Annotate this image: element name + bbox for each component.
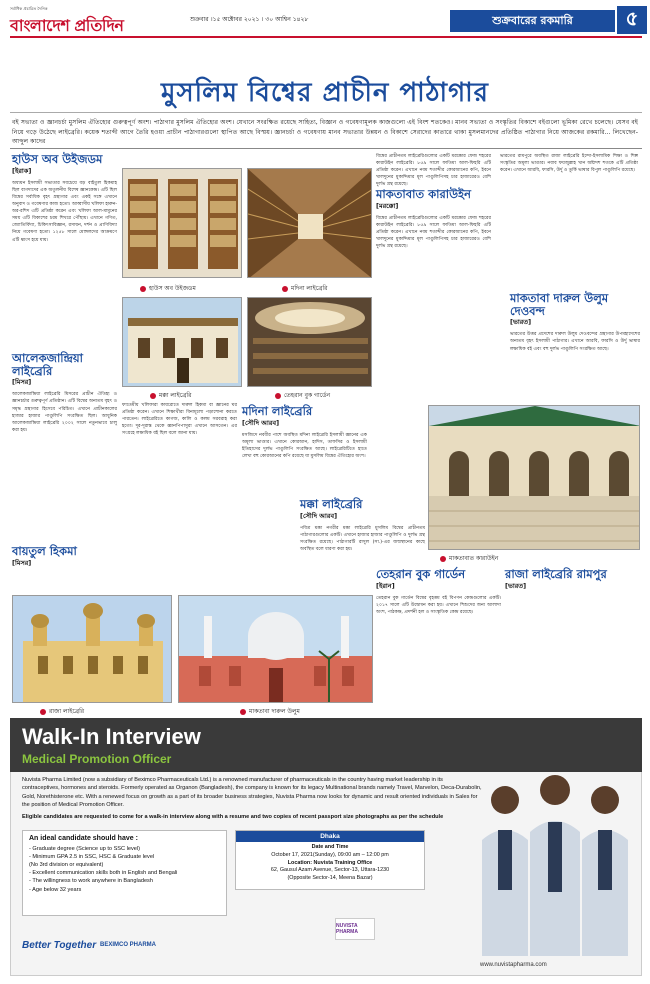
list-item: - Age below 32 years [29,886,82,893]
section-place-deoband: [ভারত] [510,318,532,327]
ad-location-label: Location: Nuvista Training Office [287,859,373,866]
section-title-rampur: রাজা লাইব্রেরি রামপুর [505,567,607,581]
intro-paragraph: বই সভ্যতা ও জ্ঞানচর্চা মুসলিম ঐতিহ্যের গুরুত্বপূর্ণ অংশ। পাঠাগার মুসলিম ঐতিহ্যের অংশ। যেখানে সংরক্ষিত রয়েছে সাহিত্য, বিজ্ঞান ও গবেষণামূলক কাজগুলো এই বিংশ শতকেও। মানব সভ্যতা ও সংস্কৃতির বিকাশে বইগুলো ভূমিকা রেখে চলেছে। যেসব বই নিয়ে গড়ে উঠেছে লাইব্রেরি। কয়েক শতাব্দী আগে তৈরি হওয়া প্রাচীন পাঠাগারগুলো স্থাপিত আছে বিস্ময়। জ্ঞানচর্চা ও গবেষণায় মানব সভ্যতার উন্নয়ন ও বিকাশে সেরাদের কাতারে থাকা মুসলমানদের প্রতিষ্ঠিত পাঠাগার নিয়ে আজকের রকমারি... লিখেছেন- আব্দুল কাদের [12,119,638,146]
caption-text: মাকতাবাত কারাউইন [449,555,499,562]
building-illustration [123,298,242,387]
ad-eligibility-note: Eligible candidates are requested to come for a walk-in interview along with a resume and two copies of recent passport size photographs as per the schedule [22,813,444,820]
ad-date-value: October 17, 2021(Sunday), 09:00 am – 12:00 pm [271,851,389,858]
photo-house-of-wisdom [122,168,242,278]
section-tehran [376,568,501,616]
section-body-makkah: পবিত্র মক্কা নগরীর মক্কা লাইব্রেরি মুসলিম বিশ্বের প্রাচীনতম পাঠাগারগুলোর একটি। এখানে হাজার হাজার পাণ্ডুলিপি ও দুর্লভ গ্রন্থ সংরক্ষিত রয়েছে। পাঠাগারটি রাসুল (সা.)-এর জন্মস্থানের কাছে অবস্থিত বলে ধারণা করা হয়। [300,525,425,552]
right-column-lead-text: ভারতের রামপুরে অবস্থিত রাজা লাইব্রেরি ইন্দো-ইসলামিক শিক্ষা ও শিল্প সংস্কৃতির অমূল্য ভাণ্ডার। নবাব ফয়জুল্লাহ খান অষ্টাদশ শতকে এটি প্রতিষ্ঠা করেন। এখানে আরবি, ফারসি, উর্দু ও তুর্কি ভাষার বিপুল পাণ্ডুলিপি রয়েছে। [500,154,638,174]
caption-marker-icon [140,286,146,292]
courtyard-illustration [429,406,640,550]
section-body-madina: মসজিদে নববীর পাশে অবস্থিত মদিনা লাইব্রেরি ইসলামী জ্ঞানের এক অমূল্য ভাণ্ডার। এখানে কোরআন, হাদিস, তাফসির ও ইসলামী ইতিহাসের দুর্লভ পাণ্ডুলিপি সংরক্ষিত আছে। লাইব্রেরিটিতে হাতে লেখা বহু কোরআনের কপি রয়েছে যা মুসলিম বিশ্বের ঐতিহ্যের অংশ। [242,432,367,459]
ad-schedule-city: Dhaka [236,831,424,842]
palace-illustration [13,596,172,703]
section-place-makkah: [সৌদি আরব] [300,511,338,520]
ad-location-note: (Opposite Sector-14, Meena Bazar) [287,875,373,882]
list-item: - Minimum GPA 2.5 in SSC, HSC & Graduate level [29,854,155,861]
section-bait-al-hikma [12,545,117,569]
ad-schedule-box [235,830,425,890]
caption-text: হাউস অব উইজডম [149,285,196,292]
middle-column-text: ফাতেমীয় খলিফারা কায়রোতে দারুল হিকমা বা জ্ঞানের ঘর প্রতিষ্ঠা করেন। এখানে শিক্ষার্থীরা বিনামূল্যে পড়াশোনা করতে পারতেন। লাইব্রেরিতে কাগজ, কালি ও কলম সরবরাহ করা হতো। দূর-দূরান্ত থেকে জ্ঞানপিপাসুরা এখানে আসতেন। এর সংগ্রহে লক্ষাধিক বই ছিল বলে জানা যায়। [122,403,237,437]
people-illustration [470,760,638,956]
masthead-brand: বাংলাদেশ প্রতিদিন [10,16,124,35]
caption-rampur [40,706,84,717]
ad-subtitle: Medical Promotion Officer [22,752,172,766]
section-place-tehran: [ইরান] [376,581,395,590]
ad-people-photo [470,760,638,956]
section-title-makkah: মক্কা লাইব্রেরি [300,497,363,511]
photo-madina-library [247,168,372,278]
masthead-divider [10,36,642,38]
list-item: - The willingness to work anywhere in Bangladesh [29,878,153,885]
beximco-logo: BEXIMCO PHARMA [100,942,157,948]
dateline: শুক্রবার ।১৫ অক্টোবর ২০২১ । ৩০ আশ্বিন ১৪২৮ [190,16,309,23]
caption-makkah [150,390,191,401]
ad-requirements-list [29,845,220,894]
photo-tehran-book-garden [247,297,372,387]
section-place-rampur: [ভারত] [505,581,527,590]
qarawiyyin-lead-text: বিশ্বের প্রাচীনতম লাইব্রেরিগুলোর একটি মরক্কোর ফেজ শহরের কারাউইন লাইব্রেরি। ৮৫৯ সালে ফাতিমা আল-ফিহরি এটি প্রতিষ্ঠা করেন। এখানে নবম শতাব্দীর কোরআনের কপি, ইবনে খালদুনের মুকাদ্দিমার মূল পাণ্ডুলিপিসহ চার হাজারেরও বেশি দুর্লভ গ্রন্থ রয়েছে। [376,154,491,188]
section-title: শুক্রবারের রকমারি [450,10,615,32]
list-item: - Graduate degree (Science up to SSC level) [29,846,141,852]
ad-website[interactable]: www.nuvistapharma.com [480,962,547,968]
masthead-tagline: সর্বাধিক প্রচারিত দৈনিক [10,6,48,11]
caption-marker-icon [282,286,288,292]
section-title-tehran: তেহরান বুক গার্ডেন [376,567,466,581]
caption-house-of-wisdom [140,283,196,294]
caption-qarawiyyin [440,553,498,564]
photo-makkah-library [122,297,242,387]
section-title-bait-al-hikma: বায়তুল হিকমা [12,544,77,558]
section-place-madina: [সৌদি আরব] [242,418,280,427]
section-title-alexandria: আলেকজান্দ্রিয়া লাইব্রেরি [12,351,83,378]
caption-marker-icon [150,393,156,399]
page-headline: মুসলিম বিশ্বের প্রাচীন পাঠাগার [161,78,489,108]
intro-divider [10,148,642,149]
section-house-of-wisdom [12,153,117,244]
caption-text: মাকতাবা দারুল উলুম [249,708,300,715]
caption-marker-icon [440,556,446,562]
section-place-house-of-wisdom: [ইরাক] [12,166,32,175]
section-deoband [510,292,640,353]
photo-deoband [178,595,373,703]
book-hall-illustration [248,298,372,387]
ad-company-paragraph: Nuvista Pharma Limited (now a subsidiary of Beximco Pharmaceuticals Ltd.) is a renowned manufacturer of pharmaceuticals in the country having market leadership in its contraceptives, hormones and steroids. Formerly operated as Organon (Bangladesh), the company is known for its legacy Multinational brands namely Travel, Marvelon, Deca-Durabolin, Gold, Norethisterone etc. With a renewed focus on growth as a part of its broader business strategies, Nuvista Pharma now looks for dynamic and result oriented individuals in Sales for the position of Medical Promotion Officer. [22,777,482,809]
caption-text: মদিনা লাইব্রেরি [291,285,328,292]
ad-requirements-title: An ideal candidate should have : [29,835,138,842]
list-item: - Excellent communication skills both in English and Bengali [29,870,178,877]
bookshelf-illustration [123,169,242,278]
caption-marker-icon [275,393,281,399]
section-title-qarawiyyin: মাকতাবাত কারাউইন [376,187,471,201]
ad-date-label: Date and Time [311,844,349,850]
caption-text: রাজা লাইব্রেরি [49,708,85,715]
section-madina [242,405,367,460]
list-item: (No 3rd division or equivalent) [29,862,104,869]
section-title-madina: মদিনা লাইব্রেরি [242,404,313,418]
section-place-qarawiyyin: [মরক্কো] [376,201,399,210]
headline-divider [10,112,642,113]
section-place-bait-al-hikma: [মিসর] [12,558,32,567]
section-body-deoband: ভারতের উত্তর প্রদেশের দারুল উলুম দেওবন্দের গ্রন্থাগার উপমহাদেশের অন্যতম বৃহৎ ইসলামী পাঠাগার। এখানে আরবি, ফারসি ও উর্দু ভাষার লক্ষাধিক বই এবং বহু দুর্লভ পাণ্ডুলিপি সংরক্ষিত আছে। [510,332,640,352]
caption-text: মক্কা লাইব্রেরি [159,392,192,399]
section-body-tehran: তেহরান বুক গার্ডেন বিশ্বের বৃহত্তম বই বিপণন কেন্দ্রগুলোর একটি। ২০১৭ সালে এটি উদ্বোধন করা হয়। এখানে শিশুদের জন্য আলাদা অংশ, পাঠকক্ষ, প্রদর্শনী হল ও সাংস্কৃতিক কেন্দ্র রয়েছে। [376,595,501,615]
caption-tehran [275,390,330,401]
ad-location-address: 62, Gausul Azam Avenue, Sector-13, Uttara-1230 [270,867,390,874]
nuvista-logo: NUVISTA PHARMA [335,918,375,940]
caption-madina [282,283,327,294]
section-title-house-of-wisdom: হাউস অব উইজডম [12,152,103,166]
caption-text: তেহরান বুক গার্ডেন [284,392,331,399]
masthead-logo [10,6,140,35]
ad-requirements-box [22,830,227,916]
section-makkah [300,498,425,553]
photo-qarawiyyin [428,405,640,550]
ad-title: Walk-In Interview [22,724,201,749]
caption-marker-icon [240,709,246,715]
section-body-qarawiyyin: বিশ্বের প্রাচীনতম লাইব্রেরিগুলোর একটি মরক্কোর ফেজ শহরের কারাউইন লাইব্রেরি। ৮৫৯ সালে ফাতিমা আল-ফিহরি এটি প্রতিষ্ঠা করেন। এখানে নবম শতাব্দীর কোরআনের কপি, ইবনে খালদুনের মুকাদ্দিমার মূল পাণ্ডুলিপিসহ চার হাজারেরও বেশি দুর্লভ গ্রন্থ রয়েছে। [376,215,491,250]
page-number: ৫ [617,6,647,34]
ad-tagline: Better Together [22,940,97,951]
caption-deoband [240,706,300,717]
section-place-alexandria: [মিসর] [12,378,32,387]
section-body-house-of-wisdom: অধ্যয়ন ইসলামী সভ্যতার সবচেয়ে বড় বাইতুল হিকমাহ ছিল বাগদাদের এক অতুলনীয় বিশেষ জ্ঞানকেন্দ্র। এটি ছিল বিশ্বের সর্বাধিক বৃহৎ গ্রন্থাগার এবং একই সঙ্গে এখানে অনুবাদ ও গবেষণার কাজ হতো। আব্বাসীয় খলিফা হারুন-অর-রশিদ এটি প্রতিষ্ঠা করেন এবং খলিফা আল-মামুনের সময় এটি বিকাশের চরম শিখরে পৌঁছায়। এখানে গণিত, জ্যোতির্বিদ্যা, চিকিৎসাবিজ্ঞান, রসায়ন, দর্শন ও প্রাণিবিদ্যা নিয়ে গবেষণা হতো। ১২৫৮ সালে মোঙ্গলদের আক্রমণে এটি ধ্বংস হয়ে যায়। [12,180,117,243]
library-aisle-illustration [248,169,372,278]
mosque-illustration [179,596,373,703]
section-title-deoband: মাকতাবা দারুল উলুম দেওবন্দ [510,291,609,318]
caption-marker-icon [40,709,46,715]
section-qarawiyyin [376,188,491,250]
section-rampur [505,568,640,592]
section-body-alexandria: আলেকজান্দ্রিয়া লাইব্রেরি মিসরের প্রাচীন ঐতিহ্য ও জ্ঞানচর্চার গুরুত্বপূর্ণ প্রতিষ্ঠান। এটি বিশ্বের অন্যতম বৃহৎ ও সমৃদ্ধ গ্রন্থাগার হিসেবে পরিচিত। এখানে প্রাচীনকালের হাজার হাজার পাণ্ডুলিপি সংরক্ষিত ছিল। আধুনিক আলেকজান্দ্রিয়া লাইব্রেরি ২০০২ সালে নতুনভাবে চালু করা হয়। [12,392,117,433]
section-alexandria [12,352,117,434]
ad-description [22,776,482,821]
photo-rampur-library [12,595,172,703]
